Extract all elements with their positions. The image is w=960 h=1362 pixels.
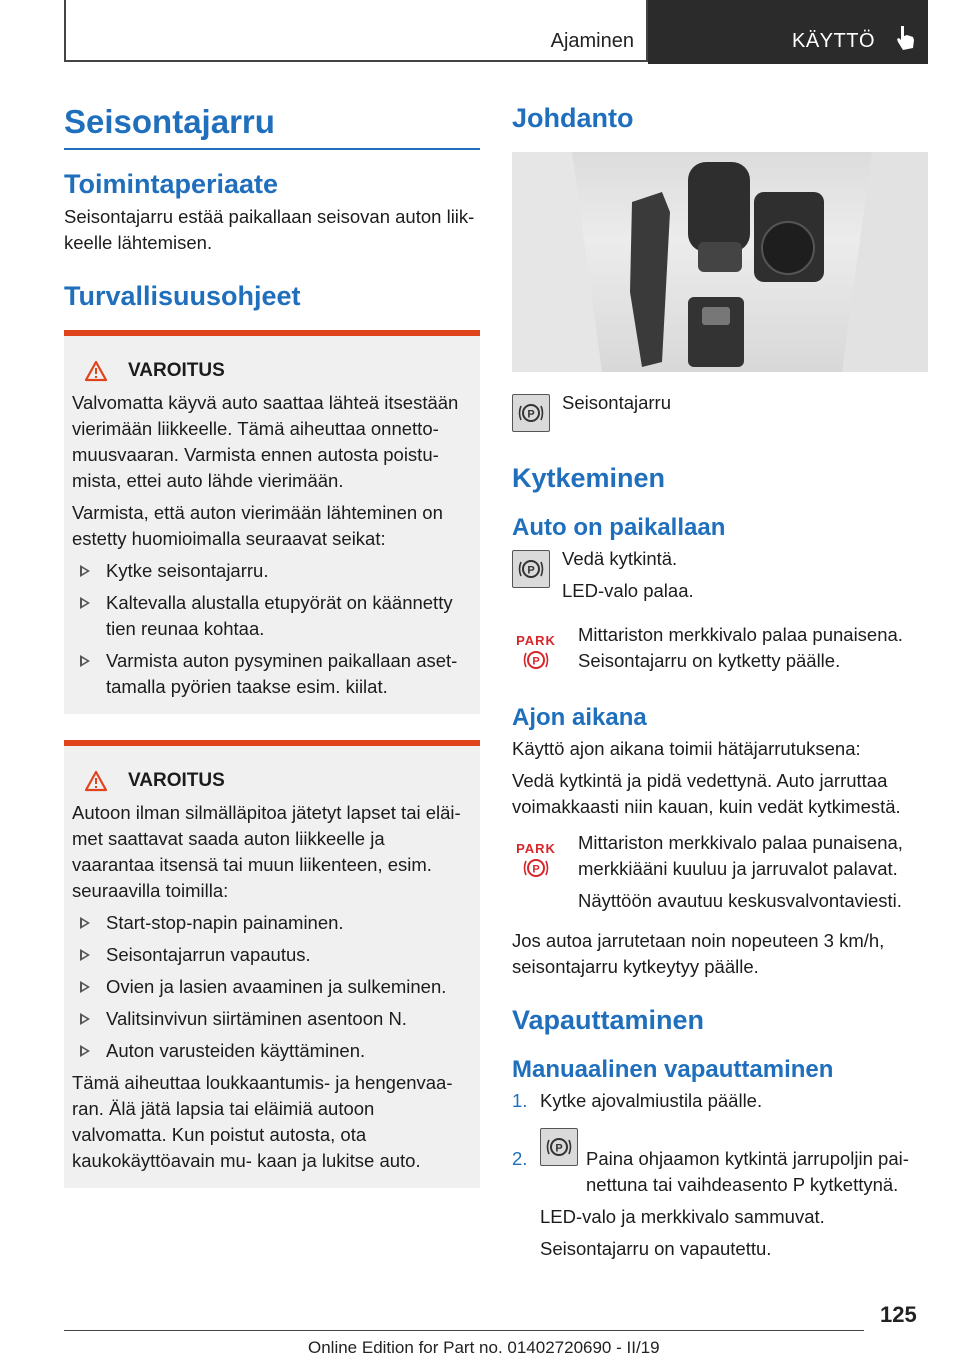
body-text: Käyttö ajon aikana toimii hätäjarrutuksena: <box>512 738 861 759</box>
list-item: 1. Kytke ajovalmiustila päälle. <box>512 1090 763 1111</box>
principle-text: Seisontajarru estää paikallaan seisovan auton liik- keelle lähtemisen. <box>64 206 475 253</box>
list-item: Valitsinvivun siirtäminen asentoon N. <box>72 1006 472 1032</box>
warning-box-1 <box>64 330 480 714</box>
warning-text: Valvomatta käyvä auto saattaa lähteä itsestään vierimään liikkeelle. Tämä aiheuttaa onnetto- muusvaaran. Varmista ennen autosta poistu- mista, ettei auto lähde vierimään. <box>72 392 459 491</box>
edition-text: Online Edition for Part no. 01402720690 - II/19 <box>308 1338 660 1357</box>
warning-icon <box>84 360 108 382</box>
instruction-text: Seisontajarru on vapautettu. <box>540 1238 772 1259</box>
instruction-text: LED-valo palaa. <box>562 580 694 601</box>
body-text: Vedä kytkintä ja pidä vedettynä. Auto jarruttaa voimakkaasti niin kauan, kuin vedät kytkimestä. <box>512 770 901 817</box>
warning-box-2 <box>64 740 480 1188</box>
stationary-heading: Auto on paikallaan <box>512 514 726 541</box>
section-label: Ajaminen <box>550 30 634 52</box>
console-photo <box>512 152 928 372</box>
park-indicator-icon: PARK P <box>516 633 556 668</box>
hand-pointer-icon <box>894 24 916 52</box>
list-item: Kaltevalla alustalla etupyörät on käännetty tien reunaa kohtaa. <box>72 590 472 642</box>
warning-text: Tämä aiheuttaa loukkaantumis- ja hengenvaa- ran. Älä jätä lapsia tai eläimiä autoon valvomatta. Kun poistut autosta, ota kaukokäyttöavain mu- kaan ja lukitse auto. <box>72 1072 453 1171</box>
warning-icon <box>84 770 108 792</box>
list-item: 2. P Paina ohjaamon kytkintä jarrupoljin pai- nettuna tai vaihdeasento P kytkettynä. LED-valo ja merkkivalo sammuvat. Seisontajarru on vapautettu. <box>512 1128 928 1262</box>
list-item: Kytke seisontajarru. <box>72 558 472 584</box>
warning-label: VAROITUS <box>128 770 225 791</box>
body-text: Jos autoa jarrutetaan noin nopeuteen 3 km/h, seisontajarru kytkeytyy päälle. <box>512 930 885 977</box>
list-item: Seisontajarrun vapautus. <box>72 942 472 968</box>
chapter-label: KÄYTTÖ <box>792 30 876 52</box>
left-column <box>64 100 480 1188</box>
indicator-text: Näyttöön avautuu keskusvalvontaviesti. <box>578 890 902 911</box>
principle-heading: Toimintaperiaate <box>64 169 279 199</box>
intro-heading: Johdanto <box>512 103 634 133</box>
safety-heading: Turvallisuusohjeet <box>64 281 301 311</box>
instruction-text: LED-valo ja merkkivalo sammuvat. <box>540 1206 825 1227</box>
page-header <box>64 0 928 64</box>
indicator-text: Mittariston merkkivalo palaa punaisena. Seisontajarru on kytketty päälle. <box>578 624 903 671</box>
page-title: Seisontajarru <box>64 103 275 140</box>
svg-text:P: P <box>532 863 540 876</box>
parking-brake-switch-icon <box>540 1128 578 1166</box>
instruction-text: Vedä kytkintä. <box>562 548 678 569</box>
list-item: Start-stop-napin painaminen. <box>72 910 472 936</box>
bullet-triangle-icon <box>80 597 90 609</box>
footer-rule <box>64 1330 864 1331</box>
release-heading: Vapauttaminen <box>512 1005 705 1035</box>
svg-text:P: P <box>532 655 540 668</box>
bullet-triangle-icon <box>80 1013 90 1025</box>
list-item: Varmista auton pysyminen paikallaan aset- tamalla pyörien taakse esim. kiilat. <box>72 648 472 700</box>
parking-brake-switch-icon <box>512 550 550 588</box>
driving-heading: Ajon aikana <box>512 704 647 731</box>
chapter-tab <box>648 0 928 64</box>
page-number: 125 <box>880 1302 917 1327</box>
title-rule <box>64 148 480 150</box>
section-tab <box>64 0 648 62</box>
bullet-triangle-icon <box>80 1045 90 1057</box>
svg-text:P: P <box>555 1142 563 1155</box>
list-item: Auton varusteiden käyttäminen. <box>72 1038 472 1064</box>
warning-text: Varmista, että auton vierimään lähteminen on estetty huomioimalla seuraavat seikat: <box>72 502 443 549</box>
park-indicator-icon: PARK P <box>516 841 556 876</box>
bullet-triangle-icon <box>80 917 90 929</box>
parking-brake-switch-icon <box>512 394 550 432</box>
indicator-text: Mittariston merkkivalo palaa punaisena, merkkiääni kuuluu ja jarruvalot palavat. <box>578 832 903 879</box>
warning-text: Autoon ilman silmälläpitoa jätetyt lapset tai eläi- met saattavat saada auton liikkeelle ja vaarantaa itsensä tai muun liikenteen, esim. seuraavilla toimilla: <box>72 802 461 901</box>
svg-text:P: P <box>527 408 535 421</box>
warning-label: VAROITUS <box>128 360 225 381</box>
photo-caption: Seisontajarru <box>562 392 672 413</box>
bullet-triangle-icon <box>80 981 90 993</box>
bullet-triangle-icon <box>80 565 90 577</box>
bullet-triangle-icon <box>80 655 90 667</box>
center-console-image <box>512 152 928 372</box>
list-item: Ovien ja lasien avaaminen ja sulkeminen. <box>72 974 472 1000</box>
engage-heading: Kytkeminen <box>512 463 666 493</box>
svg-text:P: P <box>527 564 535 577</box>
bullet-triangle-icon <box>80 949 90 961</box>
right-column <box>512 100 928 1262</box>
manual-release-heading: Manuaalinen vapauttaminen <box>512 1056 834 1083</box>
